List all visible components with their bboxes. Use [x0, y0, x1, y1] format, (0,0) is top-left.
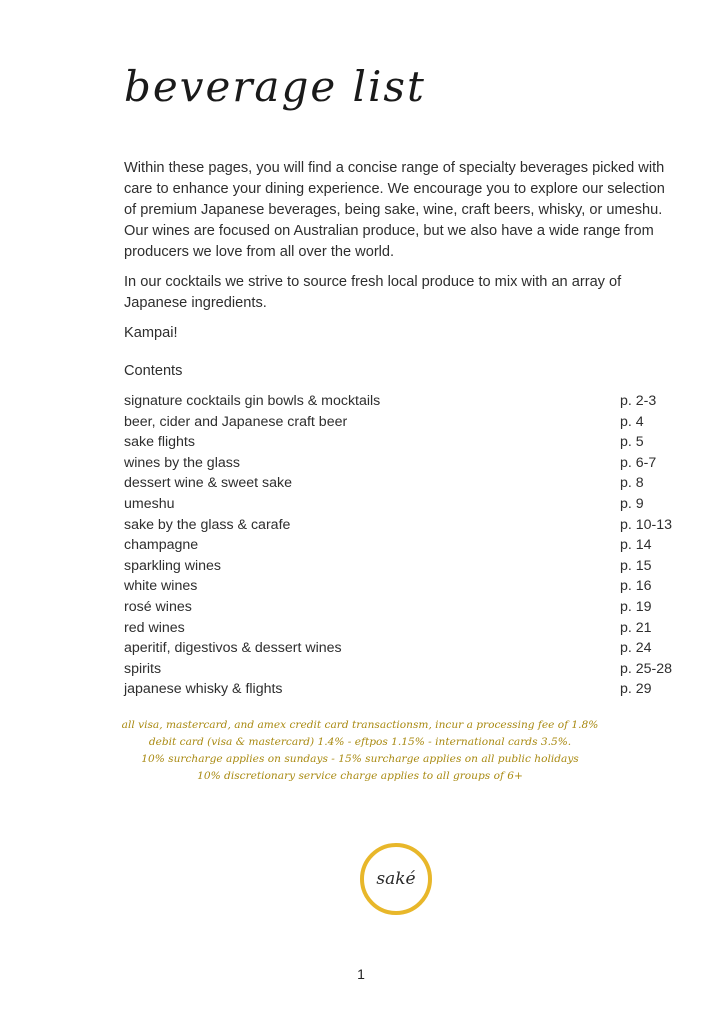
contents-item	[124, 618, 684, 639]
contents-item-page: p. 29	[620, 681, 652, 698]
contents-item-page: p. 21	[620, 619, 652, 636]
contents-item	[124, 679, 684, 700]
contents-item	[124, 473, 684, 494]
contents-item-label: dessert wine & sweet sake	[124, 475, 292, 492]
contents-item-page: p. 15	[620, 557, 652, 574]
intro-paragraph: Within these pages, you will find a concise range of specialty beverages picked with care to enhance your dining experience. We encourage you to explore our selection of premium Japanese beverages, being sake, wine, craft beers, whisky, or umeshu. Our wines are focused on Australian produce, but we also have a wide range from producers we love from all over the world.	[124, 160, 665, 260]
contents-heading: Contents	[124, 363, 183, 379]
surcharge-notes	[100, 717, 620, 785]
contents-item-page: p. 5	[620, 434, 644, 451]
contents-item-label: rosé wines	[124, 598, 192, 615]
contents-item	[124, 556, 684, 577]
contents-item-label: aperitif, digestivos & dessert wines	[124, 640, 342, 657]
contents-item-label: wines by the glass	[124, 454, 240, 471]
contents-list	[124, 391, 684, 700]
contents-item-label: sparkling wines	[124, 557, 221, 574]
contents-item	[124, 432, 684, 453]
contents-item	[124, 597, 684, 618]
intro-sign-off: Kampai!	[124, 325, 178, 341]
surcharge-note: all visa, mastercard, and amex credit card transactionsm, incur a processing fee of 1.8%	[121, 719, 599, 731]
contents-item-page: p. 25-28	[620, 660, 673, 677]
contents-item	[124, 659, 684, 680]
contents-item-page: p. 6-7	[620, 454, 657, 471]
contents-item-page: p. 8	[620, 475, 644, 492]
contents-item	[124, 412, 684, 433]
contents-item-label: red wines	[124, 619, 185, 636]
intro-paragraph: In our cocktails we strive to source fresh local produce to mix with an array of Japanese ingredients.	[124, 274, 622, 311]
sake-logo	[360, 843, 432, 915]
contents-item-label: spirits	[124, 660, 162, 677]
contents-item-page: p. 14	[620, 537, 652, 554]
contents-item-label: umeshu	[124, 495, 175, 512]
contents-item	[124, 535, 684, 556]
intro-section	[124, 158, 678, 353]
page-number: 1	[357, 966, 365, 982]
contents-item-page: p. 10-13	[620, 516, 673, 533]
contents-item-page: p. 24	[620, 640, 652, 657]
contents-item	[124, 515, 684, 536]
contents-item-label: signature cocktails gin bowls & mocktails	[124, 393, 381, 409]
surcharge-note: 10% surcharge applies on sundays - 15% surcharge applies on all public holidays	[141, 753, 579, 765]
contents-item-label: beer, cider and Japanese craft beer	[124, 413, 348, 430]
contents-item	[124, 576, 684, 597]
contents-item	[124, 453, 684, 474]
page-title: beverage list	[124, 62, 426, 111]
contents-item-page: p. 2-3	[620, 393, 657, 409]
contents-item-label: japanese whisky & flights	[124, 681, 283, 698]
contents-item	[124, 638, 684, 659]
contents-item	[124, 391, 684, 412]
contents-item-page: p. 19	[620, 598, 652, 615]
surcharge-note: debit card (visa & mastercard) 1.4% - eftpos 1.15% - international cards 3.5%.	[148, 736, 572, 748]
contents-item-page: p. 4	[620, 413, 644, 430]
contents-item-label: sake by the glass & carafe	[124, 516, 291, 533]
contents-item-page: p. 16	[620, 578, 652, 595]
contents-item-page: p. 9	[620, 495, 644, 512]
contents-item-label: champagne	[124, 537, 199, 554]
contents-item-label: white wines	[124, 578, 198, 595]
logo-text: saké	[376, 869, 416, 889]
contents-item-label: sake flights	[124, 434, 195, 451]
surcharge-note: 10% discretionary service charge applies to all groups of 6+	[197, 770, 523, 782]
contents-item	[124, 494, 684, 515]
